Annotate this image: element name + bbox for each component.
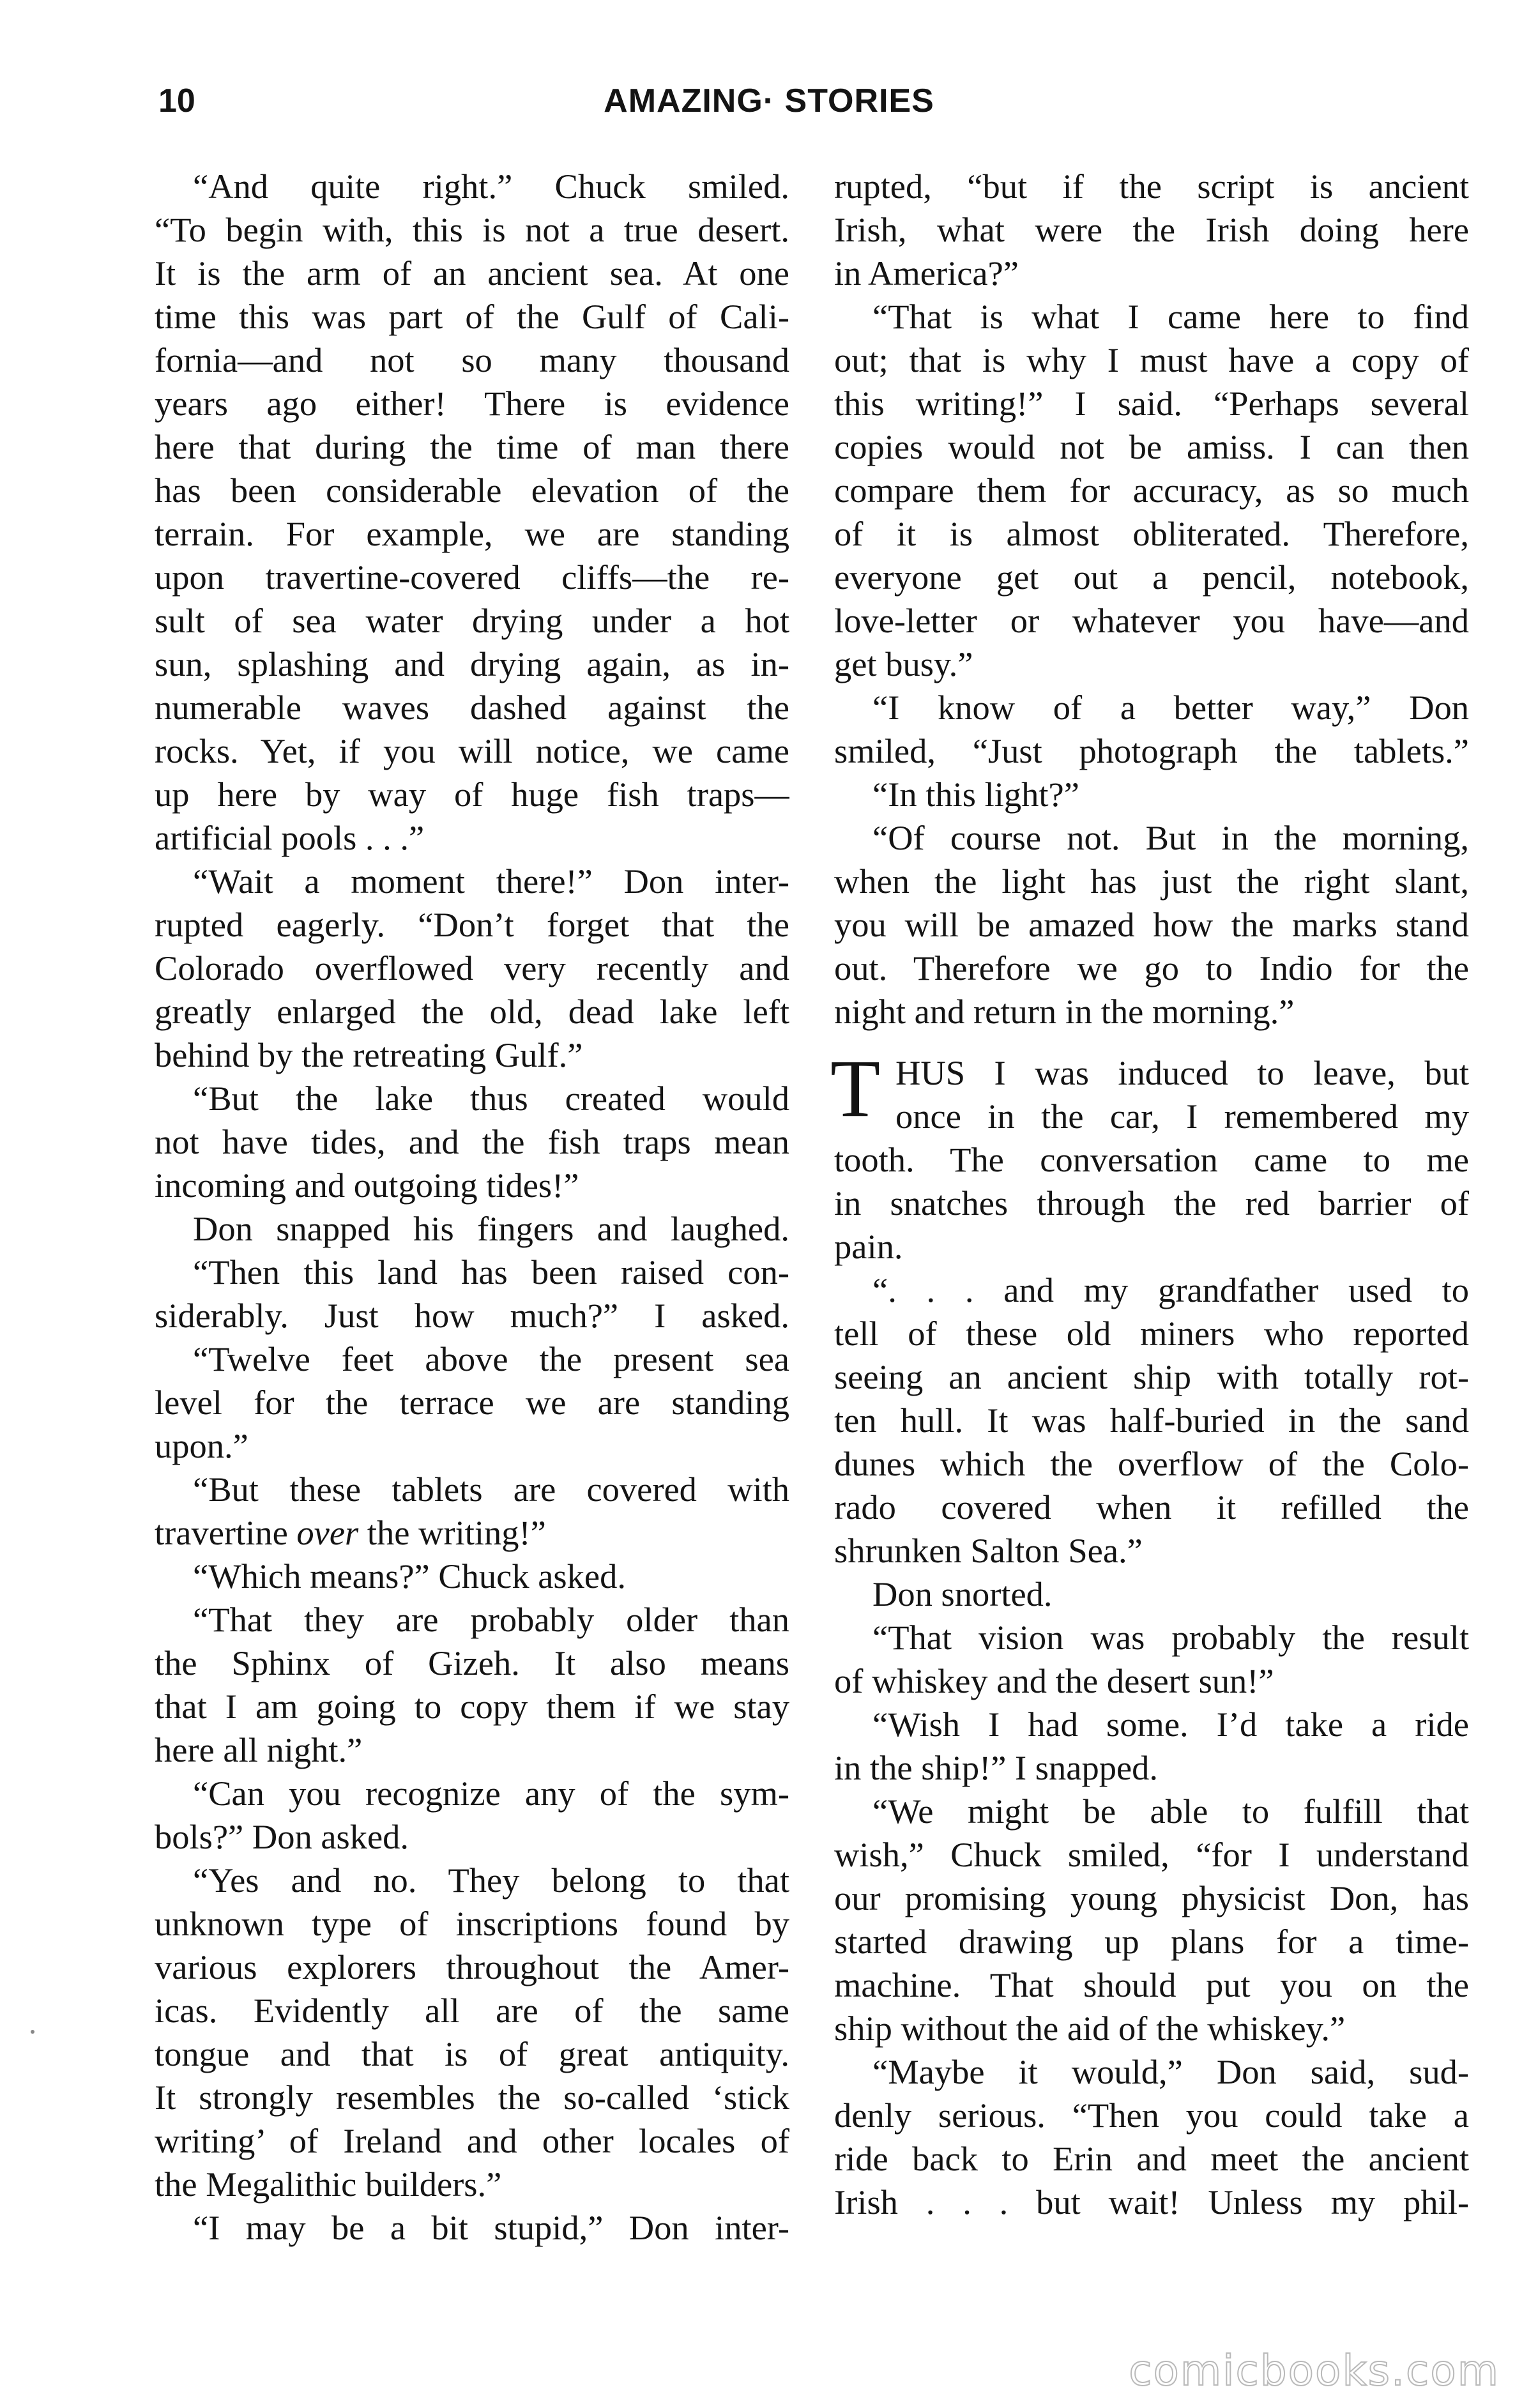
text-line: HUS I was induced to leave, but [895,1053,1469,1092]
text-line: ride back to Erin and meet the ancient [834,2139,1469,2178]
text-line: fornia—and not so many thousand [155,340,789,379]
text-line: has been considerable elevation of the [155,471,789,510]
text-line: night and return in the morning.” [834,992,1295,1031]
text-line: time this was part of the Gulf of Cali- [155,297,789,336]
text-line: Don snorted. [872,1574,1053,1613]
text-line: in America?” [834,254,1019,293]
text-line: “. . . and my grandfather used to [872,1270,1469,1309]
right-column [830,165,1469,2224]
text-line: “Of course not. But in the morning, [872,818,1469,857]
text-line: “Twelve feet above the present sea [193,1339,789,1378]
right-column-bottom [834,1269,1469,2224]
text-line: shrunken Salton Sea.” [834,1531,1143,1570]
text-line: tongue and that is of great antiquity. [155,2034,789,2073]
text-line: not have tides, and the fish traps mean [155,1122,789,1161]
text-line: copies would not be amiss. I can then [834,427,1469,466]
text-line: upon.” [155,1426,248,1465]
text-line: “I know of a better way,” Don [872,688,1469,727]
text-line: love-letter or whatever you have—and [834,601,1469,640]
text-line: rupted, “but if the script is ancient [834,167,1469,206]
text-line: once in the car, I remembered my [895,1097,1469,1136]
text-line: our promising young physicist Don, has [834,1878,1469,1917]
text-line: Irish, what were the Irish doing here [834,210,1469,249]
text-line: “That they are probably older than [193,1600,789,1639]
text-line: this writing!” I said. “Perhaps several [834,384,1469,423]
text-line: Irish . . . but wait! Unless my phil- [834,2183,1469,2221]
watermark-logo: comicbooks.com [1129,2346,1500,2395]
text-line: “To begin with, this is not a true desert. [155,210,789,249]
text-line: “That is what I came here to find [872,297,1469,336]
text-line: “Can you recognize any of the sym- [193,1774,789,1813]
text-line: terrain. For example, we are standing [155,514,789,553]
text-line: you will be amazed how the marks stand [834,905,1469,944]
text-line: “Which means?” Chuck asked. [193,1557,626,1596]
dropcap-paragraph [830,1043,1469,1269]
text-line: seeing an ancient ship with totally rot- [834,1357,1469,1396]
running-title: AMAZING· STORIES [604,82,934,119]
text-line: rupted eagerly. “Don’t forget that the [155,905,789,944]
text-line: “But these tablets are covered with [193,1470,789,1509]
text-line: “That vision was probably the result [872,1618,1469,1657]
text-line: “In this light?” [872,775,1079,814]
text-line: siderably. Just how much?” I asked. [155,1296,789,1335]
text-line: in snatches through the red barrier of [834,1184,1469,1223]
text-line: It strongly resembles the so-called ‘stick [155,2078,789,2117]
text-line: “We might be able to fulfill that [872,1792,1469,1831]
text-line: here that during the time of man there [155,427,789,466]
text-line: machine. That should put you on the [834,1965,1469,2004]
text-line: rocks. Yet, if you will notice, we came [155,731,789,770]
text-line: up here by way of huge fish traps— [155,775,789,814]
text-line: started drawing up plans for a time- [834,1922,1469,1961]
text-line: writing’ of Ireland and other locales of [155,2121,789,2160]
text-line: that I am going to copy them if we stay [155,1687,789,1726]
text-line: ten hull. It was half-buried in the sand [834,1401,1469,1440]
text-line: bols?” Don asked. [155,1817,409,1856]
page-header [158,75,1380,126]
text-line: years ago either! There is evidence [155,384,789,423]
text-line: tooth. The conversation came to me [834,1140,1469,1179]
text-line: “Yes and no. They belong to that [193,1861,789,1900]
text-line: get busy.” [834,644,973,683]
text-line: in the ship!” I snapped. [834,1748,1159,1787]
text-line: “Wish I had some. I’d take a ride [872,1705,1469,1744]
text-line: out. Therefore we go to Indio for the [834,949,1469,987]
left-column [155,165,789,2250]
text-line: “Maybe it would,” Don said, sud- [872,2052,1469,2091]
text-line: artificial pools . . .” [155,818,425,857]
right-column-top [834,165,1469,1033]
drop-cap-initial: T [830,1043,881,1134]
text-line: tell of these old miners who reported [834,1314,1469,1353]
text-line: icas. Evidently all are of the same [155,1991,789,2030]
text-line: when the light has just the right slant, [834,862,1469,901]
text-line: level for the terrace we are standing [155,1383,789,1422]
text-line: compare them for accuracy, as so much [834,471,1469,510]
text-line: “I may be a bit stupid,” Don inter- [193,2208,789,2247]
text-line: greatly enlarged the old, dead lake left [155,992,789,1031]
text-line: everyone get out a pencil, notebook, [834,558,1469,597]
text-line: upon travertine-covered cliffs—the re- [155,558,789,597]
text-line: sun, splashing and drying again, as in- [155,644,789,683]
text-line: denly serious. “Then you could take a [834,2096,1469,2135]
text-line: “And quite right.” Chuck smiled. [193,167,789,206]
text-line: “Then this land has been raised con- [193,1253,789,1292]
text-line: the Megalithic builders.” [155,2165,502,2204]
text-line: ship without the aid of the whiskey.” [834,2009,1346,2048]
text-line: behind by the retreating Gulf.” [155,1035,583,1074]
text-line: rado covered when it refilled the [834,1488,1469,1527]
text-line: incoming and outgoing tides!” [155,1166,579,1205]
text-line: It is the arm of an ancient sea. At one [155,254,789,293]
text-line: wish,” Chuck smiled, “for I understand [834,1835,1469,1874]
text-line: here all night.” [155,1730,363,1769]
page-number: 10 [158,82,195,119]
text-line: unknown type of inscriptions found by [155,1904,789,1943]
text-line: sult of sea water drying under a hot [155,601,789,640]
text-line: Colorado overflowed very recently and [155,949,789,987]
text-line: “But the lake thus created would [193,1079,789,1118]
text-line: travertine over the writing!” [155,1513,546,1552]
text-line: of whiskey and the desert sun!” [834,1661,1274,1700]
text-line: numerable waves dashed against the [155,688,789,727]
text-line: of it is almost obliterated. Therefore, [834,514,1469,553]
text-line: out; that is why I must have a copy of [834,340,1469,379]
text-line: various explorers throughout the Amer- [155,1947,789,1986]
text-line: smiled, “Just photograph the tablets.” [834,731,1469,770]
text-line: pain. [834,1227,903,1266]
print-speck [31,2030,34,2034]
text-line: the Sphinx of Gizeh. It also means [155,1643,789,1682]
text-line: Don snapped his fingers and laughed. [193,1209,789,1248]
text-line: “Wait a moment there!” Don inter- [193,862,789,901]
text-line: dunes which the overflow of the Colo- [834,1444,1469,1483]
